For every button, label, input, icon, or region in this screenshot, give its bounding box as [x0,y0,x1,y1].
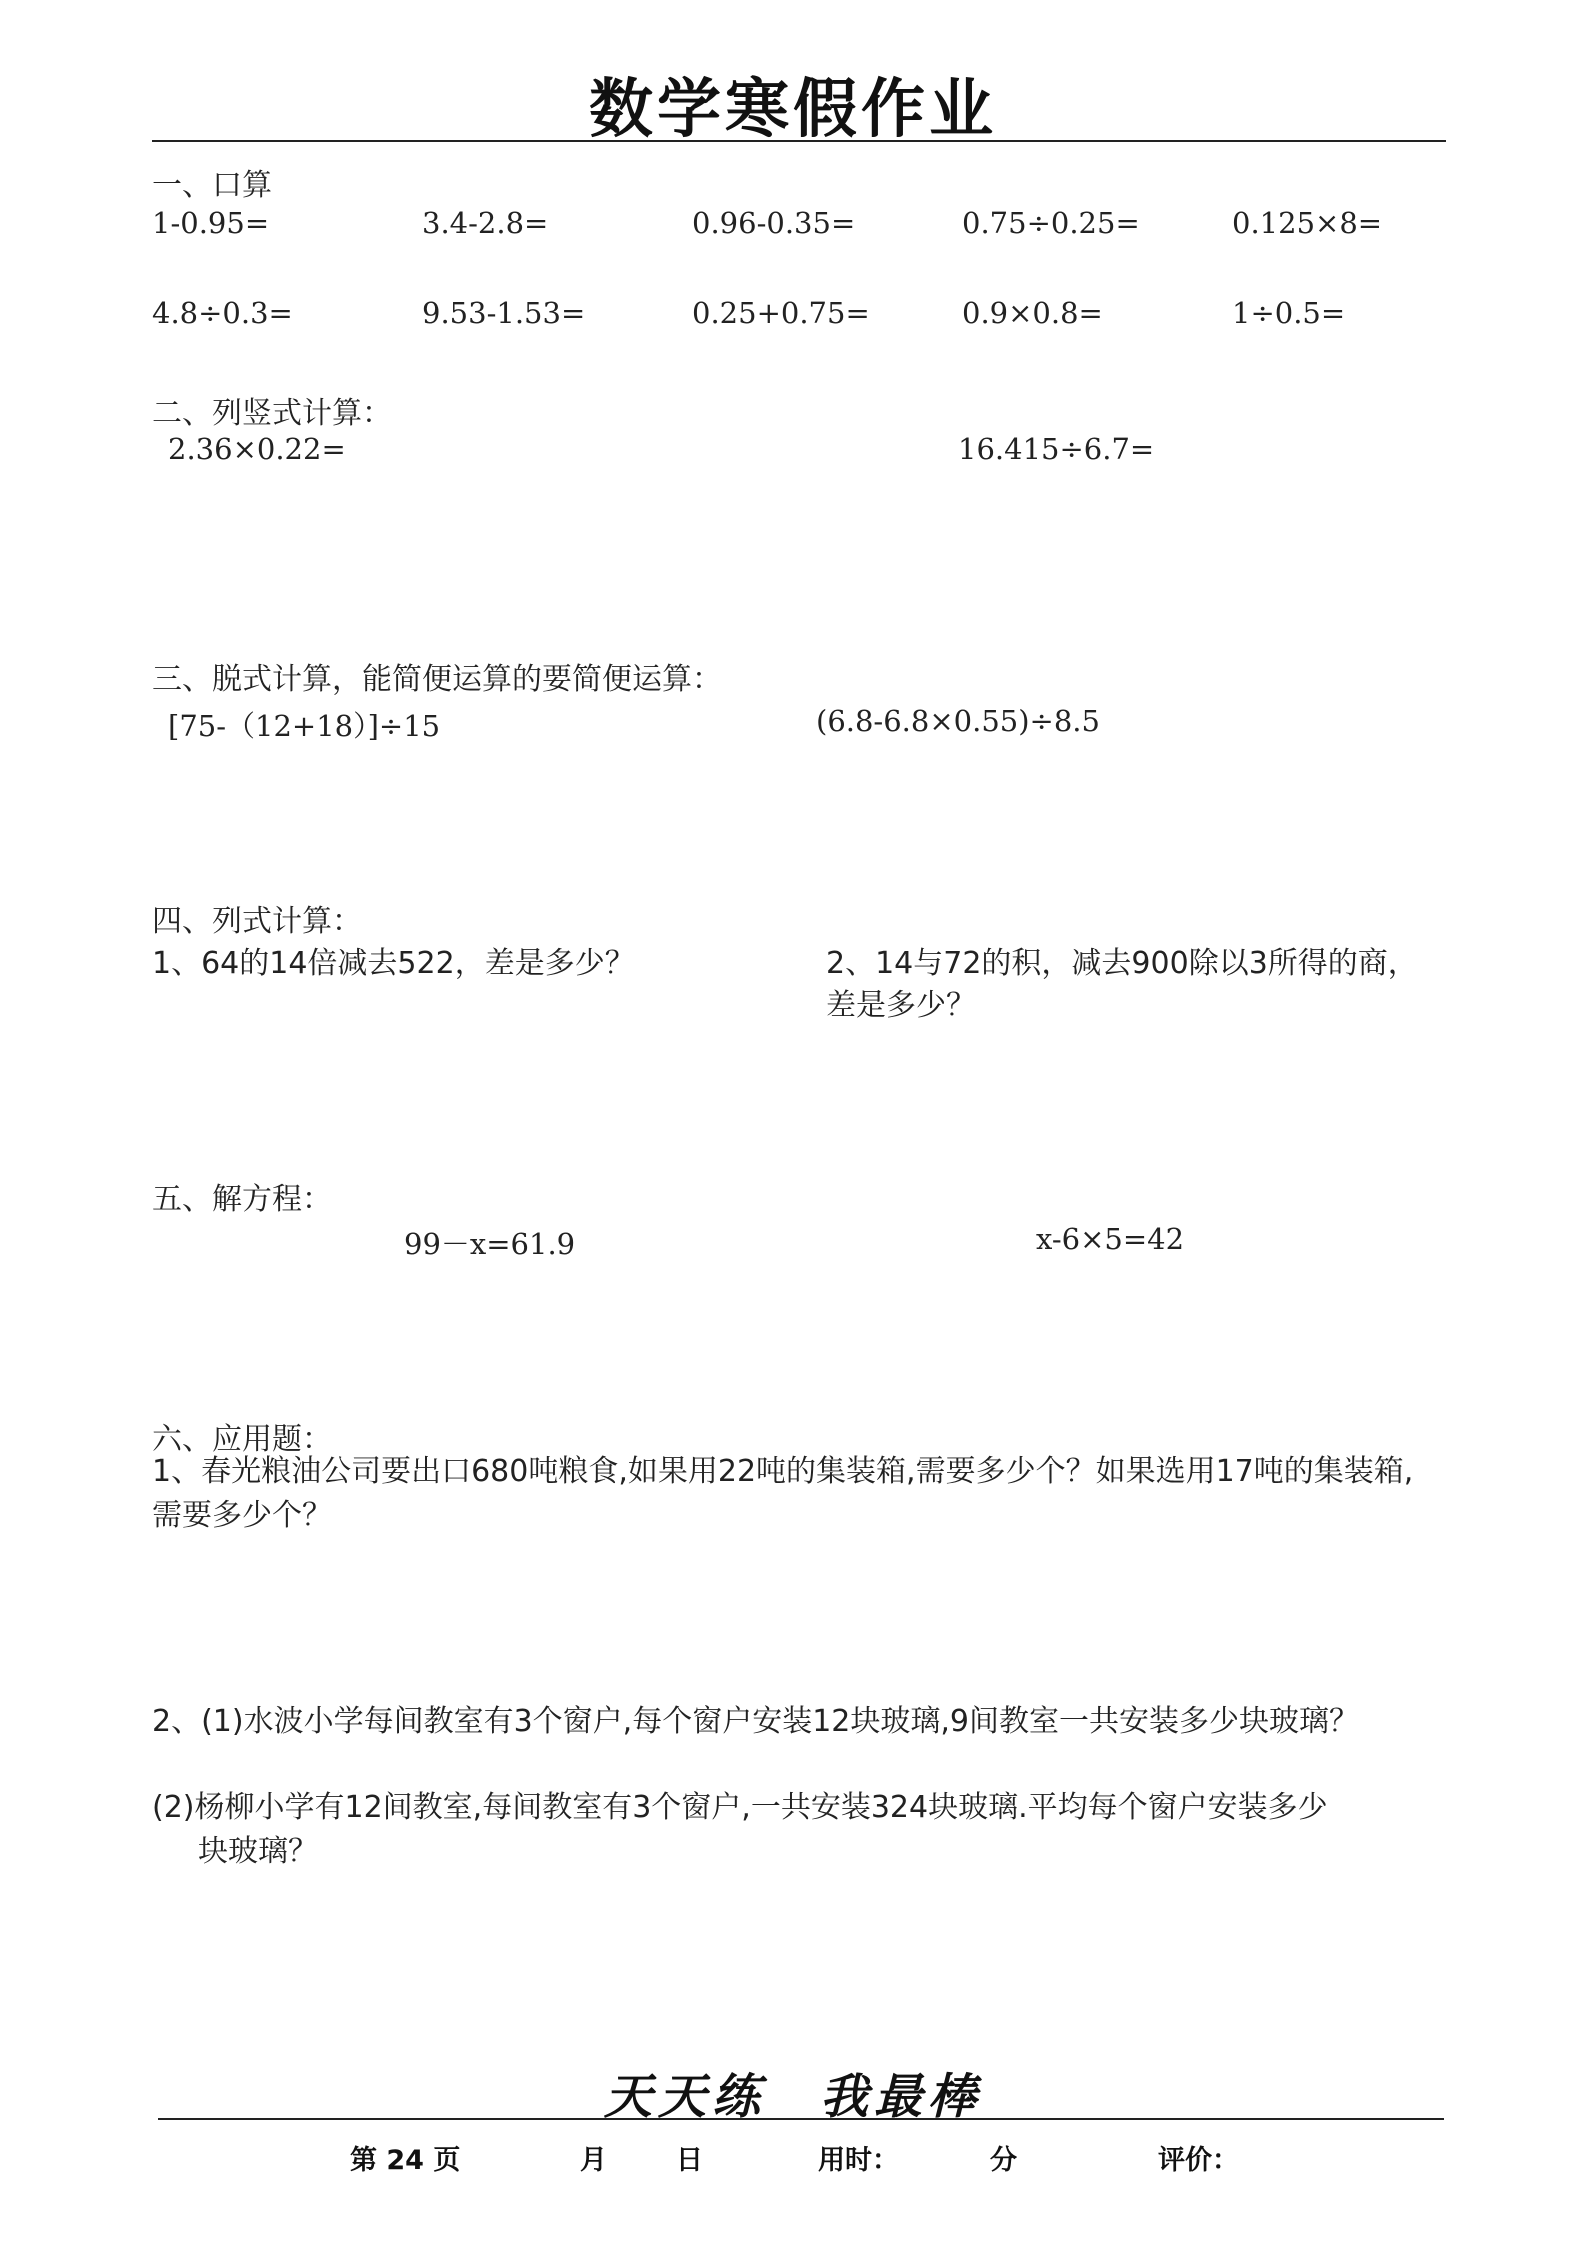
oral-item: 9.53-1.53= [422,296,586,330]
applied-question-2-part1: 2、(1)水波小学每间教室有3个窗户,每个窗户安装12块玻璃,9间教室一共安装多少块玻璃？ [152,1704,1360,1739]
oral-item: 3.4-2.8= [422,206,549,240]
vertical-item: 16.415÷6.7= [958,432,1155,466]
oral-item: 1÷0.5= [1232,296,1346,330]
footer-minutes: 分 [990,2145,1017,2176]
vertical-item: 2.36×0.22= [168,432,346,466]
footer-evaluation: 评价： [1158,2145,1239,2176]
title-underline [152,140,1446,142]
footer-time-used: 用时： [818,2145,899,2176]
section-equations-heading: 五、解方程： [152,1182,332,1217]
oral-item: 0.9×0.8= [962,296,1103,330]
applied-question-1: 1、春光粮油公司要出口680吨粮食,如果用22吨的集装箱,需要多少个？如果选用17吨的集装箱,需要多少个？ [152,1454,1414,1533]
page-title: 数学寒假作业 [589,73,997,147]
motto: 天天练 我最棒 [603,2069,982,2125]
section-vertical-heading: 二、列竖式计算： [152,396,392,431]
footer-page-number: 第 24 页 [350,2145,461,2176]
equation-item: 99－x=61.9 [404,1227,576,1261]
applied-question-2-part2-line1: (2)杨柳小学有12间教室,每间教室有3个窗户,一共安装324块玻璃.平均每个窗户安装多少 [152,1790,1328,1825]
expression-question-2-line1: 2、14与72的积，减去900除以3所得的商， [826,946,1418,981]
applied-question-2-part2 [152,1786,1442,1874]
section-stepwise-heading: 三、脱式计算，能简便运算的要简便运算： [152,662,722,697]
section-oral-heading: 一、口算 [152,168,272,203]
oral-item: 1-0.95= [152,206,270,240]
oral-item: 0.96-0.35= [692,206,856,240]
stepwise-item: [75-（12+18）]÷15 [168,709,441,743]
equation-item: x-6×5=42 [1036,1222,1185,1256]
section-expression-heading: 四、列式计算： [152,904,362,939]
footer-month: 月 [580,2145,607,2176]
applied-question-2-part2-line2: 块玻璃？ [198,1834,318,1869]
oral-item: 0.75÷0.25= [962,206,1140,240]
footer-rule [158,2118,1444,2120]
expression-question-2-line2: 差是多少？ [826,988,976,1023]
stepwise-item: (6.8-6.8×0.55)÷8.5 [816,704,1100,738]
oral-item: 0.25+0.75= [692,296,870,330]
footer-day: 日 [676,2145,703,2176]
expression-question-1: 1、64的14倍减去522，差是多少？ [152,946,635,981]
section-applied-heading: 六、应用题： [152,1422,332,1457]
oral-item: 4.8÷0.3= [152,296,293,330]
oral-item: 0.125×8= [1232,206,1383,240]
